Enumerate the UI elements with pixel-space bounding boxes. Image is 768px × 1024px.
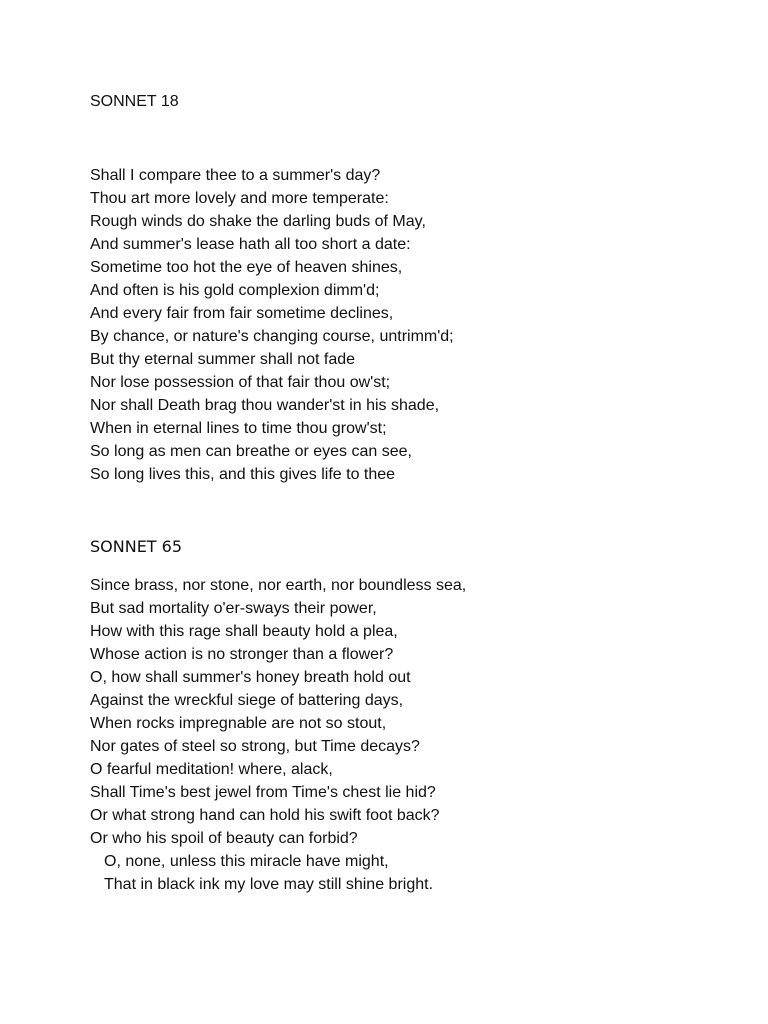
poem-line: When rocks impregnable are not so stout, bbox=[90, 715, 387, 732]
poem-line: And often is his gold complexion dimm'd; bbox=[90, 282, 380, 299]
couplet-line: That in black ink my love may still shine bright. bbox=[104, 876, 434, 893]
poem-line: Nor lose possession of that fair thou ow'st; bbox=[90, 374, 391, 391]
poem-line: So long lives this, and this gives life to thee bbox=[90, 466, 396, 483]
poem-line: But sad mortality o'er-sways their power, bbox=[90, 600, 377, 617]
poem-line: When in eternal lines to time thou grow'st; bbox=[90, 420, 387, 437]
poem-line: So long as men can breathe or eyes can see, bbox=[90, 443, 412, 460]
poem-line: Shall Time's best jewel from Time's chest lie hid? bbox=[90, 784, 436, 801]
sonnet-18-title: SONNET 18 bbox=[90, 93, 179, 110]
poem-line: Thou art more lovely and more temperate: bbox=[90, 190, 389, 207]
poem-line: Or who his spoil of beauty can forbid? bbox=[90, 830, 358, 847]
sonnet-65-text bbox=[90, 574, 466, 896]
poem-line: O, how shall summer's honey breath hold out bbox=[90, 669, 411, 686]
poem-line: O fearful meditation! where, alack, bbox=[90, 761, 333, 778]
sonnet-65-title: SONNET 65 bbox=[90, 537, 183, 556]
poem-line: Shall I compare thee to a summer's day? bbox=[90, 167, 381, 184]
poem-line: Nor gates of steel so strong, but Time decays? bbox=[90, 738, 420, 755]
poem-line: Or what strong hand can hold his swift foot back? bbox=[90, 807, 440, 824]
poem-line: But thy eternal summer shall not fade bbox=[90, 351, 356, 368]
poem-line: Whose action is no stronger than a flower? bbox=[90, 646, 394, 663]
poem-line: Sometime too hot the eye of heaven shines, bbox=[90, 259, 403, 276]
poem-line: And every fair from fair sometime declines, bbox=[90, 305, 394, 322]
couplet-line: O, none, unless this miracle have might, bbox=[104, 853, 389, 870]
sonnet-18-text bbox=[90, 164, 454, 486]
poem-line: How with this rage shall beauty hold a plea, bbox=[90, 623, 398, 640]
poem-line: And summer's lease hath all too short a date: bbox=[90, 236, 411, 253]
poem-line: Since brass, nor stone, nor earth, nor boundless sea, bbox=[90, 577, 467, 594]
poem-line: By chance, or nature's changing course, untrimm'd; bbox=[90, 328, 454, 345]
poem-line: Nor shall Death brag thou wander'st in his shade, bbox=[90, 397, 440, 414]
poem-line: Rough winds do shake the darling buds of May, bbox=[90, 213, 426, 230]
poem-line: Against the wreckful siege of battering days, bbox=[90, 692, 404, 709]
